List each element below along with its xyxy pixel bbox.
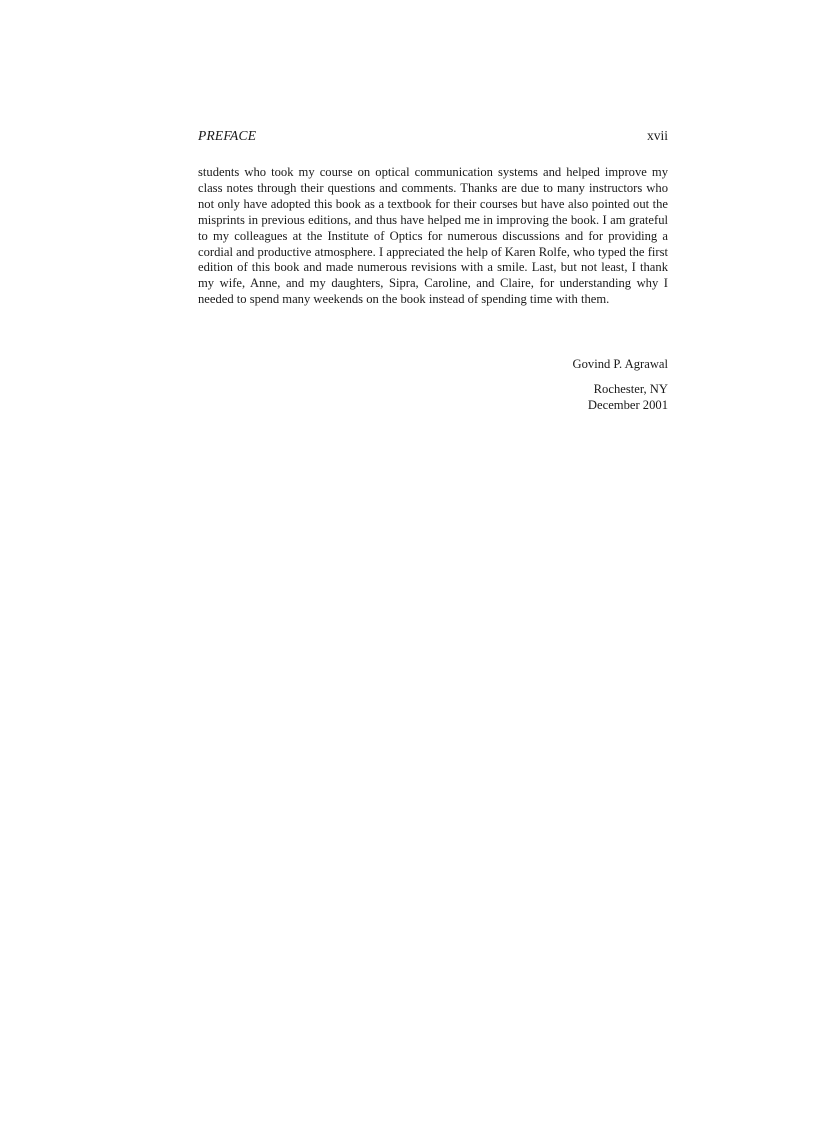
signature-place: Rochester, NY bbox=[593, 382, 668, 396]
preface-paragraph: students who took my course on optical communication systems and helped improve my class notes through their questions and comments. Thanks are due to many instructors who not only have adopted this book as a textbook for their courses but have also pointed out the misprints in previous editions, and thus have helped me in improving the book. I am grateful to my colleagues at the Institute of Optics for numerous discussions and for providing a cordial and productive atmosphere. I appreciated the help of Karen Rolfe, who typed the first edition of this book and made numerous revisions with a smile. Last, but not least, I thank my wife, Anne, and my daughters, Sipra, Caroline, and Claire, for understanding why I needed to spend many weekends on the book instead of spending time with them. bbox=[198, 165, 668, 307]
signature-date: December 2001 bbox=[587, 398, 668, 412]
page-number: xvii bbox=[646, 128, 668, 143]
author-name: Govind P. Agrawal bbox=[572, 357, 668, 371]
section-title: PREFACE bbox=[198, 128, 257, 143]
running-header bbox=[198, 126, 668, 146]
